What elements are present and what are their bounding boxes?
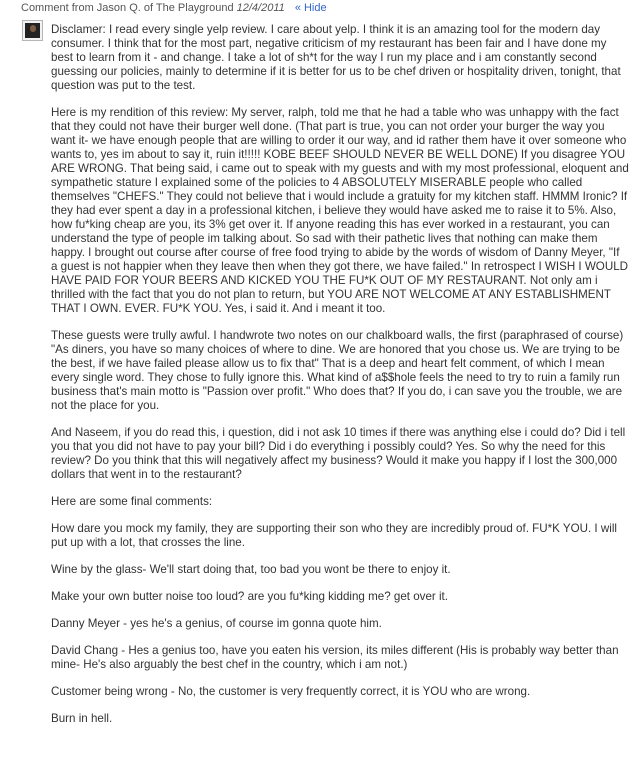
comment-paragraph: Here are some final comments: <box>51 495 213 508</box>
comment-header <box>21 2 327 14</box>
comment-paragraph: These guests were trully awful. I handwrote two notes on our chalkboard walls, the first (paraphrased of course) "As diners, you have so many choices of where to dine. We are honored that you chose us. We are trying to be the best, if we have failed please allow us to fix that" That is a deep and heart felt comment, of which I mean every single word. They chose to fully ignore this. What kind of a$$hole feels the need to try to ruin a family run business that's main motto is "Passion over profit." Who does that? If you do, i can save you the trouble, we are not the place for you. <box>51 329 624 412</box>
comment-paragraph: Danny Meyer - yes he's a genius, of course im gonna quote him. <box>51 617 382 630</box>
comment-author-line: Comment from Jason Q. of The Playground <box>21 2 234 14</box>
comment-paragraph: Customer being wrong - No, the customer is very frequently correct, it is YOU who are wrong. <box>51 685 531 698</box>
comment-paragraph: Make your own butter noise too loud? are you fu*king kidding me? get over it. <box>51 590 448 603</box>
comment-paragraph: And Naseem, if you do read this, i question, did i not ask 10 times if there was anything else i could do? Did i tell you that you did not have to pay your bill? Did i do everything i possibly could? Yes. So why the need for this review? Do you think that this will negatively affect my business? Would it make you happy if I lost the 300,000 dollars that went in to the restaurant? <box>51 426 626 481</box>
hide-link[interactable]: « Hide <box>294 2 327 14</box>
comment-paragraph: Wine by the glass- We'll start doing that, too bad you wont be there to enjoy it. <box>51 563 451 576</box>
comment-paragraph: Here is my rendition of this review: My server, ralph, told me that he had a table who was unhappy with the fact that they could not have their burger well done. (That part is true, you can not order your burger the way you want it- we have enough people that are willing to order it our way, and id rather them have it over someone who wants to, yes im about to say it, ruin it!!!!! KOBE BEEF SHOULD NEVER BE WELL DONE) If you disagree YOU ARE WRONG. That being said, i came out to speak with my guests and with my most professional, eloquent and sympathetic stature I explained some of the policies to 4 ABSOLUTELY MISERABLE people who called themselves "CHEFS." They could not believe that i would include a gratuity for my kitchen staff. HMMM Ironic? If they had ever spent a day in a professional kitchen, i believe they would have asked me to raise it to 5%. Also, how fu*king cheap are you, its 3% get over it. If anyone reading this has ever worked in a restaurant, you can understand the type of people im talking about. So sad with their pathetic lives that nothing can make them happy. I brought out course after course of free food trying to abide by the words of wisdom of Danny Meyer, "If a guest is not happier when they leave then when they got there, we have failed." In retrospect I WISH I WOULD HAVE PAID FOR YOUR BEERS AND KICKED YOU THE FU*K OUT OF MY RESTAURANT. Not only am i thrilled with the fact that you do not plan to return, but YOU ARE NOT WELCOME AT ANY ESTABLISHMENT THAT I OWN. EVER. FU*K YOU. Yes, i said it. And i meant it too. <box>51 106 629 315</box>
comment-paragraph: How dare you mock my family, they are supporting their son who they are incredibly proud of. FU*K YOU. I will put up with a lot, that crosses the line. <box>51 522 617 549</box>
comment-paragraph: Burn in hell. <box>51 712 113 725</box>
comment-body <box>51 23 629 739</box>
avatar[interactable] <box>22 20 43 41</box>
comment-paragraph: Disclamer: I read every single yelp review. I care about yelp. I think it is an amazing tool for the modern day consumer. I think that for the most part, negative criticism of my restaurant has been fair and I have done my best to learn from it - and change. I take a lot of sh*t for the way I run my place and i am constantly second guessing our policies, mainly to determine if it is better for us to be chef driven or hospitality driven, tonight, that question was put to the test. <box>51 23 621 92</box>
comment-date: 12/4/2011 <box>236 2 285 14</box>
comment-paragraph: David Chang - Hes a genius too, have you eaten his version, its miles different (His is probably way better than mine- He's also arguably the best chef in the country, which i am not.) <box>51 644 619 671</box>
